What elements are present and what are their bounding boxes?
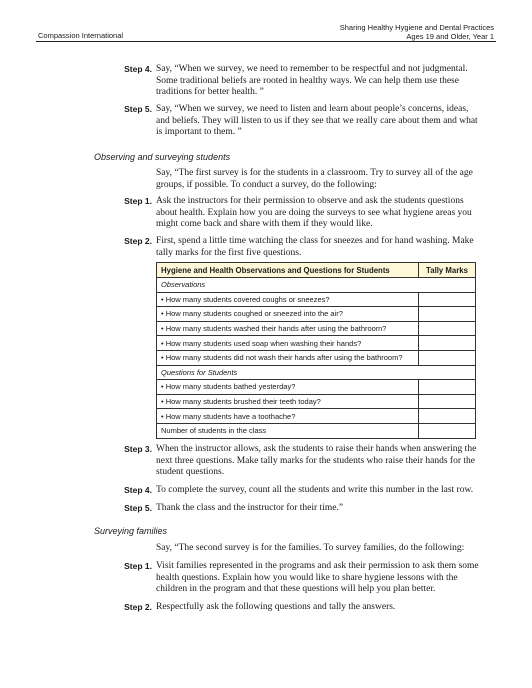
table-subheader-row — [157, 365, 476, 380]
step-text: Thank the class and the instructor for their time.” — [156, 503, 344, 513]
table-cell-question: • How many students have a toothache? — [157, 409, 419, 424]
section-intro: Say, “The first survey is for the students in a classroom. Try to survey all of the age groups, if possible. To conduct a survey, do the following: — [156, 168, 473, 190]
table-row — [157, 394, 476, 409]
table-row — [157, 336, 476, 351]
header-title — [340, 23, 494, 41]
table-row — [157, 350, 476, 365]
step-text: Respectfully ask the following questions and tally the answers. — [156, 602, 396, 612]
step-label: Step 1. — [124, 196, 152, 206]
table-header-questions: Hygiene and Health Observations and Questions for Students — [157, 263, 419, 278]
section-heading: Observing and surveying students — [94, 152, 231, 162]
table-header-tally: Tally Marks — [419, 263, 476, 278]
table-cell-question: • How many students washed their hands after using the bathroom? — [157, 321, 419, 336]
tally-cell[interactable] — [419, 321, 476, 336]
step-text: Visit families represented in the programs and ask their permission to ask them some health questions. Explain how you would like to share hygiene lessons with the children in the program and that these questions will help you plan better. — [156, 561, 479, 595]
step-item — [100, 503, 482, 515]
table-row — [157, 292, 476, 307]
section-heading: Surveying families — [94, 526, 168, 536]
step-text: Say, “When we survey, we need to remember to be respectful and not judgmental. Some traditional beliefs are rooted in healthy ways. We can help them use these traditions for better health. ” — [156, 64, 468, 98]
table-row — [157, 409, 476, 424]
step-label: Step 5. — [124, 104, 152, 114]
step-item — [100, 104, 482, 139]
tally-cell[interactable] — [419, 292, 476, 307]
step-label: Step 3. — [124, 444, 152, 454]
table-cell-question: • How many students did not wash their hands after using the bathroom? — [157, 350, 419, 365]
step-label: Step 2. — [124, 602, 152, 612]
step-label: Step 5. — [124, 503, 152, 513]
table-subheader-row — [157, 278, 476, 293]
observations-table — [156, 262, 476, 439]
table-cell-total: Number of students in the class — [157, 423, 419, 438]
table-subheader-questions: Questions for Students — [157, 365, 476, 380]
step-text: First, spend a little time watching the class for sneezes and for hand washing. Make tally marks for the first five questions. — [156, 236, 474, 258]
table-row — [157, 380, 476, 395]
header-title-line2: Ages 19 and Older, Year 1 — [406, 32, 494, 41]
tally-cell[interactable] — [419, 394, 476, 409]
step-text: Say, “When we survey, we need to listen and learn about people’s concerns, ideas, and beliefs. They will listen to us if they see that we really care about them and what is important to them. ” — [156, 104, 478, 138]
step-text: To complete the survey, count all the students and write this number in the last row. — [156, 485, 474, 495]
tally-cell[interactable] — [419, 350, 476, 365]
tally-cell[interactable] — [419, 307, 476, 322]
step-item — [100, 444, 482, 479]
tally-cell[interactable] — [419, 423, 476, 438]
step-item — [100, 64, 482, 99]
tally-cell[interactable] — [419, 409, 476, 424]
step-item — [100, 561, 482, 596]
table-row — [157, 423, 476, 438]
tally-cell[interactable] — [419, 336, 476, 351]
table-cell-question: • How many students coughed or sneezed into the air? — [157, 307, 419, 322]
table-header-row — [157, 263, 476, 278]
step-item — [100, 236, 482, 259]
table-cell-question: • How many students covered coughs or sneezes? — [157, 292, 419, 307]
step-item — [100, 602, 482, 614]
header-rule — [36, 41, 496, 42]
header-org: Compassion International — [38, 31, 124, 40]
step-item — [100, 485, 482, 497]
step-label: Step 4. — [124, 485, 152, 495]
table-cell-question: • How many students bathed yesterday? — [157, 380, 419, 395]
step-label: Step 2. — [124, 236, 152, 246]
table-row — [157, 307, 476, 322]
step-item — [100, 196, 482, 231]
step-label: Step 1. — [124, 561, 152, 571]
step-label: Step 4. — [124, 64, 152, 74]
header-title-line1: Sharing Healthy Hygiene and Dental Practices — [339, 23, 494, 32]
table-cell-question: • How many students used soap when washing their hands? — [157, 336, 419, 351]
table-cell-question: • How many students brushed their teeth today? — [157, 394, 419, 409]
section-intro: Say, “The second survey is for the families. To survey families, do the following: — [156, 543, 465, 553]
table-subheader-observations: Observations — [157, 278, 476, 293]
step-text: When the instructor allows, ask the students to raise their hands when answering the next three questions. Make tally marks for the students who raise their hands for the student questions. — [156, 444, 477, 478]
tally-cell[interactable] — [419, 380, 476, 395]
step-text: Ask the instructors for their permission to observe and ask the students questions about health. Explain how you are doing the surveys to see what hygiene areas you might come back and share with them if they would like. — [156, 196, 472, 230]
table-row — [157, 321, 476, 336]
